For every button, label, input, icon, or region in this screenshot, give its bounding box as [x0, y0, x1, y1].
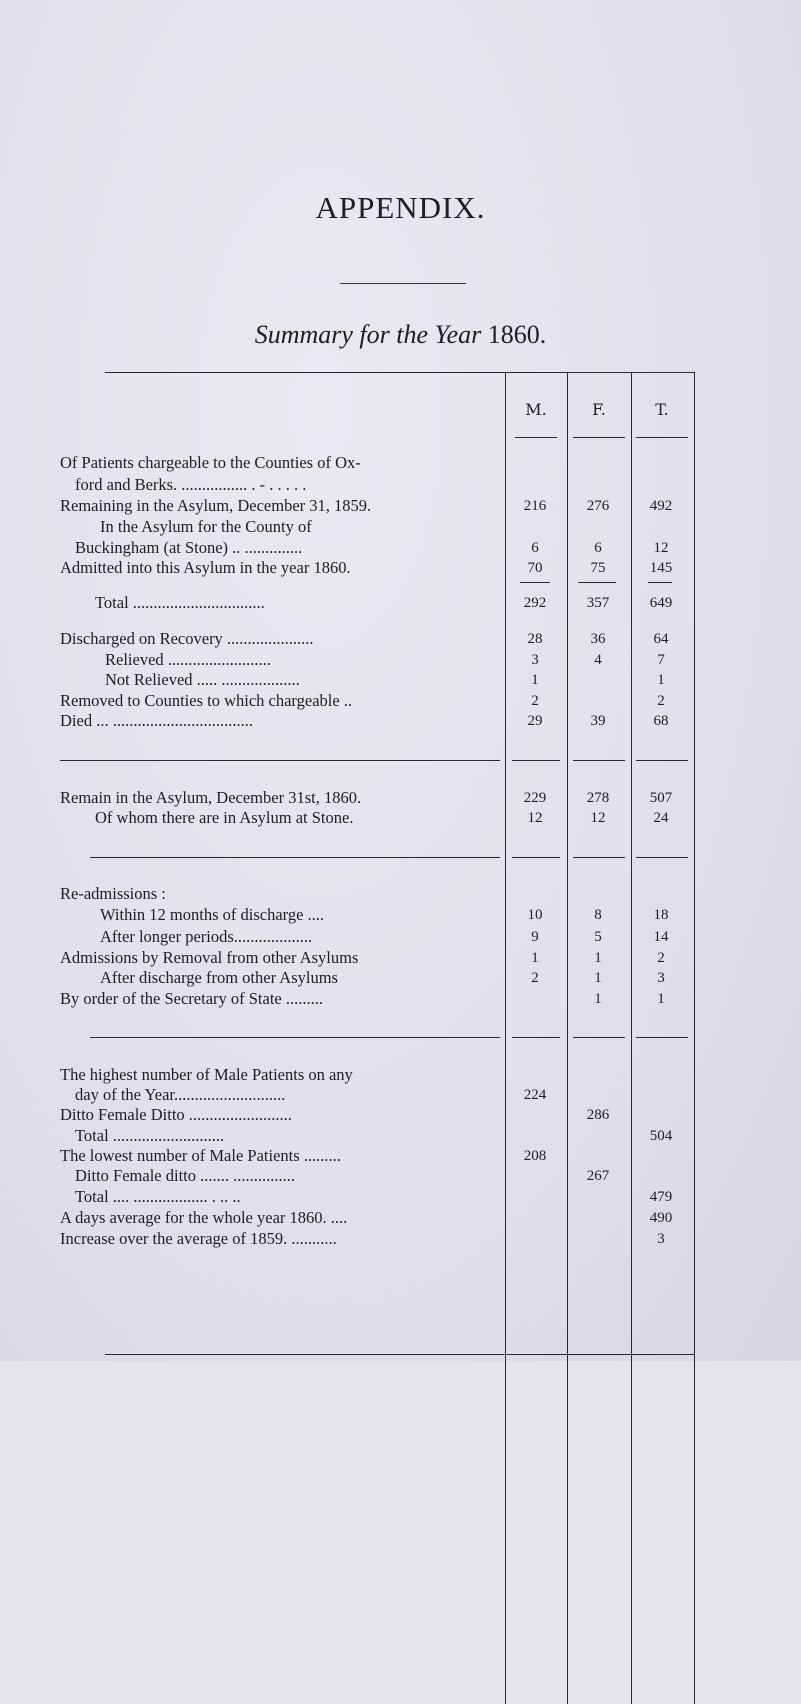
header-rule-t — [636, 437, 688, 438]
page-title: APPENDIX. — [315, 190, 486, 225]
row-label-admitted-1860: Admitted into this Asylum in the year 1860. — [60, 558, 351, 577]
cell-f: 1 — [594, 970, 602, 986]
row-label-lowest-female: Ditto Female ditto ....... ............... — [75, 1166, 295, 1185]
cell-t: 145 — [649, 560, 673, 576]
row-label-increase: Increase over the average of 1859. ........... — [60, 1229, 337, 1248]
cell-m: 1 — [531, 672, 539, 688]
subtitle-year: 1860. — [487, 320, 547, 349]
cell-f: 276 — [586, 498, 610, 514]
cell-t: 3 — [657, 970, 665, 986]
section-rule-m — [512, 1037, 560, 1038]
cell-t: 1 — [657, 672, 665, 688]
row-label-not-relieved: Not Relieved ..... ................... — [105, 670, 300, 689]
row-label-buckingham-2: Buckingham (at Stone) .. .............. — [75, 538, 303, 557]
row-label-highest-male-1: The highest number of Male Patients on any — [60, 1065, 353, 1084]
cell-t: 2 — [657, 693, 665, 709]
row-label-remaining-1859: Remaining in the Asylum, December 31, 1859. — [60, 496, 372, 515]
row-label-remain-1860: Remain in the Asylum, December 31st, 1860. — [60, 788, 362, 807]
cell-f: 6 — [594, 540, 602, 556]
readmissions-heading: Re-admissions : — [60, 884, 166, 903]
cell-f: 8 — [594, 907, 602, 923]
cell-f: 36 — [590, 631, 606, 647]
cell-m: 216 — [523, 498, 547, 514]
header-rule-m — [515, 437, 557, 438]
cell-t: 504 — [649, 1128, 673, 1144]
cell-f: 39 — [590, 713, 606, 729]
cell-m: 2 — [531, 970, 539, 986]
row-label-at-stone: Of whom there are in Asylum at Stone. — [95, 808, 354, 827]
row-label-daily-average: A days average for the whole year 1860. .... — [60, 1208, 348, 1227]
row-label-buckingham-1: In the Asylum for the County of — [100, 517, 312, 536]
section-rule-label — [90, 857, 500, 858]
column-header-m: M. — [525, 400, 547, 419]
section-rule-label — [90, 1037, 500, 1038]
cell-m: 1 — [531, 950, 539, 966]
subtotal-rule-m — [520, 582, 550, 583]
cell-m: 292 — [523, 595, 547, 611]
row-label-secretary-of-state: By order of the Secretary of State ......... — [60, 989, 324, 1008]
cell-t: 24 — [653, 810, 669, 826]
subtitle-text: Summary for the Year — [254, 320, 482, 349]
cell-m: 208 — [523, 1148, 547, 1164]
section-rule-f — [573, 760, 625, 761]
row-label-highest-male-2: day of the Year........................... — [75, 1085, 286, 1104]
cell-t: 649 — [649, 595, 673, 611]
cell-f: 1 — [594, 991, 602, 1007]
cell-t: 507 — [649, 790, 673, 806]
cell-m: 70 — [527, 560, 543, 576]
title-divider — [340, 283, 466, 284]
row-label-lowest-total: Total .... .................. . .. .. — [75, 1187, 241, 1206]
section-rule-t — [636, 857, 688, 858]
cell-t: 14 — [653, 929, 669, 945]
cell-m: 229 — [523, 790, 547, 806]
row-label-after-discharge: After discharge from other Asylums — [100, 968, 338, 987]
cell-m: 2 — [531, 693, 539, 709]
section-rule-m — [512, 857, 560, 858]
row-label-recovery: Discharged on Recovery ..................... — [60, 629, 314, 648]
row-label-died: Died ... .................................. — [60, 711, 253, 730]
cell-t: 3 — [657, 1231, 665, 1247]
section-rule-t — [636, 760, 688, 761]
cell-m: 10 — [527, 907, 543, 923]
cell-f: 12 — [590, 810, 606, 826]
section-rule-m — [512, 760, 560, 761]
column-divider-right — [694, 372, 695, 1704]
cell-m: 29 — [527, 713, 543, 729]
section-rule-f — [573, 1037, 625, 1038]
row-label-lowest-male: The lowest number of Male Patients ......... — [60, 1146, 341, 1165]
row-label-highest-total: Total ........................... — [75, 1126, 225, 1145]
cell-m: 224 — [523, 1087, 547, 1103]
cell-f: 4 — [594, 652, 602, 668]
intro-line-2: ford and Berks. ................ . - . . . . . — [75, 475, 307, 494]
cell-t: 479 — [649, 1189, 673, 1205]
cell-f: 278 — [586, 790, 610, 806]
row-label-highest-female: Ditto Female Ditto ......................... — [60, 1105, 292, 1124]
row-label-within-12-months: Within 12 months of discharge .... — [100, 905, 325, 924]
cell-t: 12 — [653, 540, 669, 556]
cell-f: 357 — [586, 595, 610, 611]
row-label-longer-periods: After longer periods................... — [100, 927, 313, 946]
cell-t: 7 — [657, 652, 665, 668]
cell-f: 267 — [586, 1168, 610, 1184]
column-header-t: T. — [655, 400, 669, 419]
subtotal-rule-t — [648, 582, 672, 583]
header-rule-f — [573, 437, 625, 438]
subtotal-rule-f — [578, 582, 616, 583]
section-rule-label — [60, 760, 500, 761]
intro-line-1: Of Patients chargeable to the Counties of Ox- — [60, 453, 361, 472]
cell-f: 1 — [594, 950, 602, 966]
cell-t: 64 — [653, 631, 669, 647]
table-top-rule — [105, 372, 695, 373]
cell-m: 12 — [527, 810, 543, 826]
cell-t: 2 — [657, 950, 665, 966]
cell-m: 28 — [527, 631, 543, 647]
table-bottom-rule — [105, 1354, 695, 1355]
cell-f: 75 — [590, 560, 606, 576]
cell-t: 490 — [649, 1210, 673, 1226]
row-label-total: Total ................................ — [95, 593, 265, 612]
cell-m: 3 — [531, 652, 539, 668]
cell-t: 1 — [657, 991, 665, 1007]
cell-m: 9 — [531, 929, 539, 945]
cell-m: 6 — [531, 540, 539, 556]
section-rule-t — [636, 1037, 688, 1038]
row-label-removal-admissions: Admissions by Removal from other Asylums — [60, 948, 359, 967]
page-subtitle — [0, 320, 801, 350]
section-rule-f — [573, 857, 625, 858]
row-label-removed: Removed to Counties to which chargeable .. — [60, 691, 353, 710]
cell-t: 18 — [653, 907, 669, 923]
cell-t: 68 — [653, 713, 669, 729]
row-label-relieved: Relieved ......................... — [105, 650, 271, 669]
cell-f: 286 — [586, 1107, 610, 1123]
column-header-f: F. — [592, 400, 606, 419]
cell-t: 492 — [649, 498, 673, 514]
cell-f: 5 — [594, 929, 602, 945]
